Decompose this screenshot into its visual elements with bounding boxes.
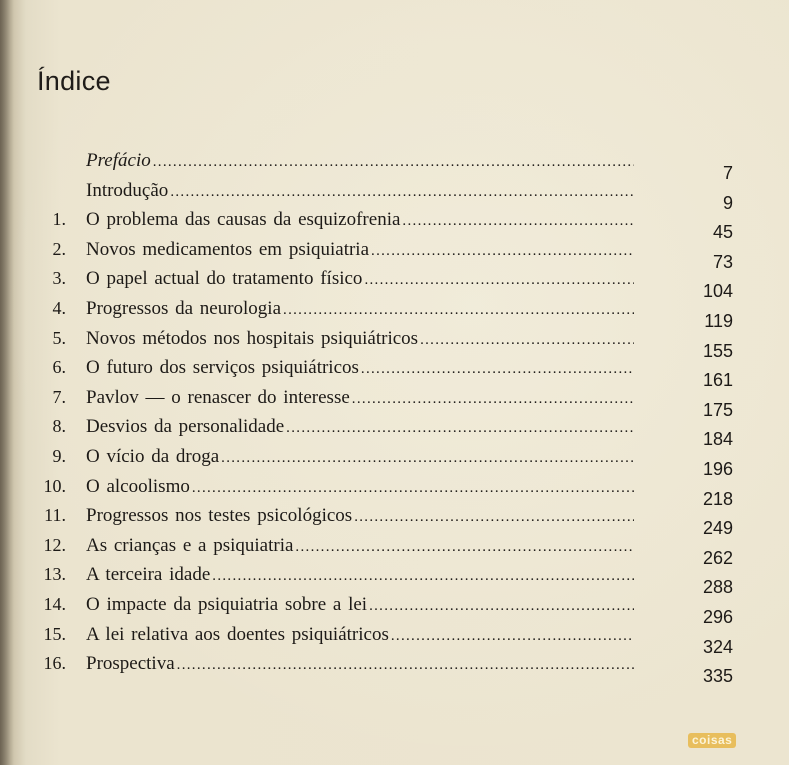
chapter-number: 12. — [43, 534, 66, 555]
chapter-number: 4. — [52, 297, 66, 318]
toc-entry — [0, 442, 789, 479]
dot-leader — [168, 178, 634, 208]
chapter-title: A terceira idade — [86, 564, 211, 586]
chapter-title-line — [86, 412, 634, 444]
chapter-number: 13. — [43, 564, 66, 585]
chapter-title: As crianças e a psiquiatria — [86, 534, 294, 556]
toc-entry — [0, 649, 789, 687]
chapter-title: O futuro dos serviços psiquiátricos — [86, 357, 359, 379]
page-number: 9 — [722, 192, 733, 213]
dot-leader — [418, 326, 634, 356]
page-number: 288 — [702, 577, 733, 598]
toc-entry — [0, 531, 789, 568]
chapter-title-line — [86, 472, 634, 504]
chapter-title: Desvios da personalidade — [86, 416, 285, 438]
toc-entry — [0, 324, 789, 361]
dot-leader — [190, 474, 634, 504]
chapter-title-line — [86, 620, 634, 652]
page-number: 161 — [702, 370, 733, 391]
dot-leader — [352, 503, 634, 533]
chapter-number: 1. — [52, 209, 66, 230]
chapter-title-line — [86, 264, 634, 296]
chapter-title: Prospectiva — [86, 653, 175, 675]
page-number: 104 — [702, 281, 733, 302]
page-number: 335 — [702, 666, 733, 687]
chapter-title: Novos medicamentos em psiquiatria — [86, 238, 370, 260]
toc-entry — [0, 264, 789, 302]
chapter-title-line — [86, 649, 634, 681]
toc-entry — [0, 235, 789, 272]
chapter-title: Progressos nos testes psicológicos — [86, 505, 353, 527]
page-number: 45 — [712, 222, 733, 243]
table-of-contents — [0, 146, 789, 687]
page-number: 249 — [702, 518, 733, 539]
chapter-number: 10. — [43, 475, 66, 496]
chapter-title-line — [86, 235, 634, 267]
dot-leader — [151, 148, 634, 178]
dot-leader — [389, 622, 634, 652]
chapter-title-line — [86, 590, 634, 622]
chapter-number: 16. — [43, 653, 66, 674]
dot-leader — [293, 533, 634, 563]
toc-entry — [0, 205, 789, 243]
chapter-title: Introdução — [86, 179, 169, 201]
dot-leader — [175, 651, 634, 681]
chapter-title: O problema das causas da esquizofrenia — [86, 209, 401, 231]
chapter-number: 7. — [52, 386, 66, 407]
dot-leader — [350, 385, 634, 415]
chapter-title: Prefácio — [86, 150, 151, 171]
page-title: Índice — [37, 66, 111, 96]
page-number: 7 — [722, 163, 733, 183]
chapter-number: 8. — [52, 416, 66, 437]
dot-leader — [367, 592, 634, 622]
chapter-title: O alcoolismo — [86, 475, 190, 497]
chapter-number: 3. — [52, 268, 66, 289]
chapter-title-line — [86, 176, 634, 208]
dot-leader — [284, 414, 634, 444]
page-number: 175 — [702, 399, 733, 420]
toc-entry — [0, 501, 789, 539]
chapter-number: 15. — [43, 623, 66, 644]
toc-entry — [0, 412, 789, 450]
chapter-title: A lei relativa aos doentes psiquiátricos — [86, 623, 389, 645]
toc-entry — [0, 383, 789, 420]
page-number: 184 — [702, 429, 733, 450]
toc-entry — [0, 353, 789, 391]
page-number: 262 — [702, 547, 733, 568]
chapter-title-line — [86, 560, 634, 592]
chapter-number: 14. — [43, 593, 66, 614]
chapter-title: O vício da droga — [86, 445, 220, 467]
chapter-title: Novos métodos nos hospitais psiquiátricos — [86, 327, 419, 349]
toc-entry — [0, 176, 789, 213]
chapter-title-line — [86, 531, 634, 563]
dot-leader — [210, 562, 634, 592]
chapter-title-line — [86, 501, 634, 533]
page-number: 218 — [702, 488, 733, 509]
page-number: 196 — [702, 458, 733, 479]
page-number: 119 — [704, 310, 733, 331]
chapter-number: 2. — [52, 238, 66, 259]
page-number: 324 — [702, 636, 733, 657]
watermark-logo: coisas — [688, 733, 736, 748]
dot-leader — [400, 207, 634, 237]
dot-leader — [219, 444, 634, 474]
chapter-number: 5. — [52, 327, 66, 348]
chapter-number: 9. — [52, 445, 66, 466]
chapter-title-line — [86, 146, 634, 178]
toc-entry — [0, 294, 789, 331]
chapter-number: 11. — [44, 505, 66, 526]
chapter-number: 6. — [52, 357, 66, 378]
chapter-title: O papel actual do tratamento físico — [86, 268, 363, 290]
toc-entry — [0, 620, 789, 657]
toc-entry — [0, 590, 789, 627]
page-number: 155 — [702, 340, 733, 361]
chapter-title-line — [86, 324, 634, 356]
page-number: 296 — [702, 606, 733, 627]
chapter-title-line — [86, 353, 634, 385]
toc-entry — [0, 146, 789, 183]
dot-leader — [359, 355, 634, 385]
dot-leader — [369, 237, 634, 267]
toc-entry — [0, 560, 789, 598]
chapter-title: O impacte da psiquiatria sobre a lei — [86, 593, 368, 615]
chapter-title-line — [86, 205, 634, 237]
chapter-title: Pavlov — o renascer do interesse — [86, 386, 350, 408]
page-number: 73 — [712, 251, 733, 272]
chapter-title: Progressos da neurologia — [86, 297, 282, 319]
chapter-title-line — [86, 294, 634, 326]
dot-leader — [362, 266, 634, 296]
chapter-title-line — [86, 383, 634, 415]
toc-entry — [0, 472, 789, 509]
chapter-title-line — [86, 442, 634, 474]
dot-leader — [281, 296, 634, 326]
